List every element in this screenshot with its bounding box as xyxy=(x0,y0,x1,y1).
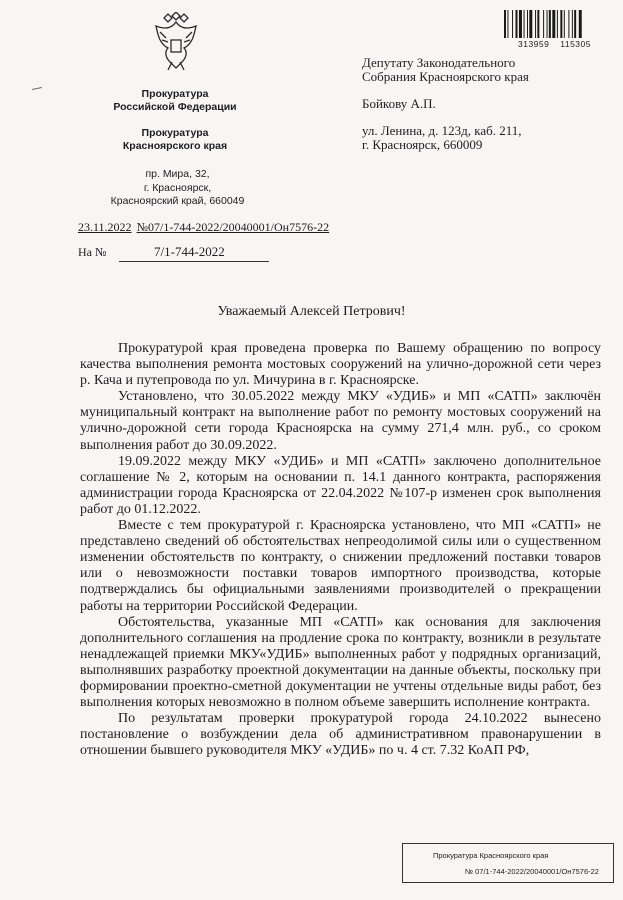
barcode-bar xyxy=(527,10,528,38)
barcode-bar xyxy=(557,10,558,38)
barcode xyxy=(504,10,604,38)
barcode-bar xyxy=(543,10,544,38)
org-name-line: Красноярского края xyxy=(122,140,228,152)
barcode-bar xyxy=(574,10,576,38)
barcode-bar xyxy=(547,10,548,38)
recipient-street: ул. Ленина, д. 123д, каб. 211, xyxy=(362,123,522,138)
body-paragraph: 19.09.2022 между МКУ «УДИБ» и МП «САТП» заключено дополнительное соглашение № 2, которым на основании п. 14.1 данного контракта, распоряжения администрации города Красноярска от 22.04.2022 №107-р изменен срок выполнения работ до 01.12.2022. xyxy=(80,453,601,517)
barcode-bar xyxy=(572,10,573,38)
barcode-number-left: 313959 xyxy=(518,39,550,49)
recipient-city: г. Красноярск, 660009 xyxy=(362,137,483,152)
body-paragraph: Обстоятельства, указанные МП «САТП» как основания для заключения дополнительного соглашения на продление срока по контракту, возникли в результате ненадлежащей приемки МКУ«УДИБ» выполненных работ у подрядных организаций, выполнявших разработку проектной документации на данные объекты, поскольку при формировании проектно-сметной документации не учтены отдельные виды работ, без выполнения которых невозможно в полном объеме завершить исполнение контракта. xyxy=(80,614,601,711)
body-paragraph: Установлено, что 30.05.2022 между МКУ «УДИБ» и МП «САТП» заключён муниципальный контракт на выполнение работ по ремонту мостовых сооружений на улично-дорожной сети города Красноярска на сумму 271,4 млн. руб., со сроком выполнения работ до 30.09.2022. xyxy=(80,389,601,453)
org-name-line: Прокуратура xyxy=(141,127,209,139)
reference-number xyxy=(78,244,269,262)
barcode-bar xyxy=(564,10,565,38)
barcode-bar xyxy=(504,10,506,38)
reference-value: 7/1-744-2022 xyxy=(119,244,269,262)
barcode-bar xyxy=(519,10,522,38)
margin-mark xyxy=(32,87,42,90)
org-name-federal xyxy=(90,88,260,114)
barcode-bar xyxy=(579,10,582,38)
reference-label: На № xyxy=(78,245,107,259)
outgoing-number xyxy=(78,220,378,234)
barcode-bar xyxy=(537,10,539,38)
recipient-title xyxy=(362,56,529,84)
sender-address xyxy=(95,168,260,209)
letter-body xyxy=(80,341,601,759)
registration-stamp xyxy=(402,843,614,883)
recipient-title-line: Собрания Красноярского края xyxy=(362,69,529,84)
org-name-line: Российской Федерации xyxy=(113,101,237,113)
stamp-org: Прокуратура Красноярского края xyxy=(433,851,549,860)
barcode-bar xyxy=(516,10,518,38)
barcode-bar xyxy=(529,10,532,38)
org-name-line: Прокуратура xyxy=(141,88,209,100)
body-paragraph: Вместе с тем прокуратурой г. Красноярска установлено, что МП «САТП» не представлено сведений об обстоятельствах непреодолимой силы или о существенном изменении обстоятельств по контракту, о снижении предложений поставки товаров или о невозможности поставки товаров импортного производства, которые подтверждались бы официальными заявлениями производителей о прекращении работы на территории Российской Федерации. xyxy=(80,518,601,614)
stamp-number: № 07/1-744-2022/20040001/Он7576-22 xyxy=(465,867,599,876)
greeting: Уважаемый Алексей Петрович! xyxy=(217,304,406,319)
org-name-regional xyxy=(90,127,260,153)
barcode-bar xyxy=(568,10,569,38)
recipient-title-line: Депутату Законодательного xyxy=(362,55,516,70)
outgoing-date: 23.11.2022 xyxy=(78,220,132,234)
address-line: г. Красноярск, xyxy=(143,181,212,194)
barcode-bar xyxy=(507,10,508,38)
barcode-bar xyxy=(552,10,555,38)
address-line: Красноярский край, 660049 xyxy=(110,195,245,207)
recipient-address xyxy=(362,124,522,152)
address-line: пр. Мира, 32, xyxy=(145,168,210,180)
recipient-name: Бойкову А.П. xyxy=(362,96,436,111)
outgoing-reg-number: №07/1-744-2022/20040001/Он7576-22 xyxy=(136,220,330,234)
body-paragraph: По результатам проверки прокуратурой города 24.10.2022 вынесено постановление о возбуждении дела об административном правонарушении в отношении бывшего руководителя МКУ «УДИБ» по ч. 4 ст. 7.32 КоАП РФ, xyxy=(80,711,601,759)
barcode-number xyxy=(502,39,607,49)
barcode-bar xyxy=(549,10,551,38)
barcode-bar xyxy=(535,10,536,38)
barcode-bar xyxy=(512,10,513,38)
barcode-bar xyxy=(560,10,562,38)
barcode-number-right: 115305 xyxy=(560,39,591,49)
coat-of-arms-icon xyxy=(150,12,202,72)
barcode-bar xyxy=(524,10,525,38)
body-paragraph: Прокуратурой края проведена проверка по Вашему обращению по вопросу качества выполнения ремонта мостовых сооружений на улично-дорожной сети через р. Кача и путепровода по ул. Мичурина в г. Красноярске. xyxy=(80,341,601,389)
